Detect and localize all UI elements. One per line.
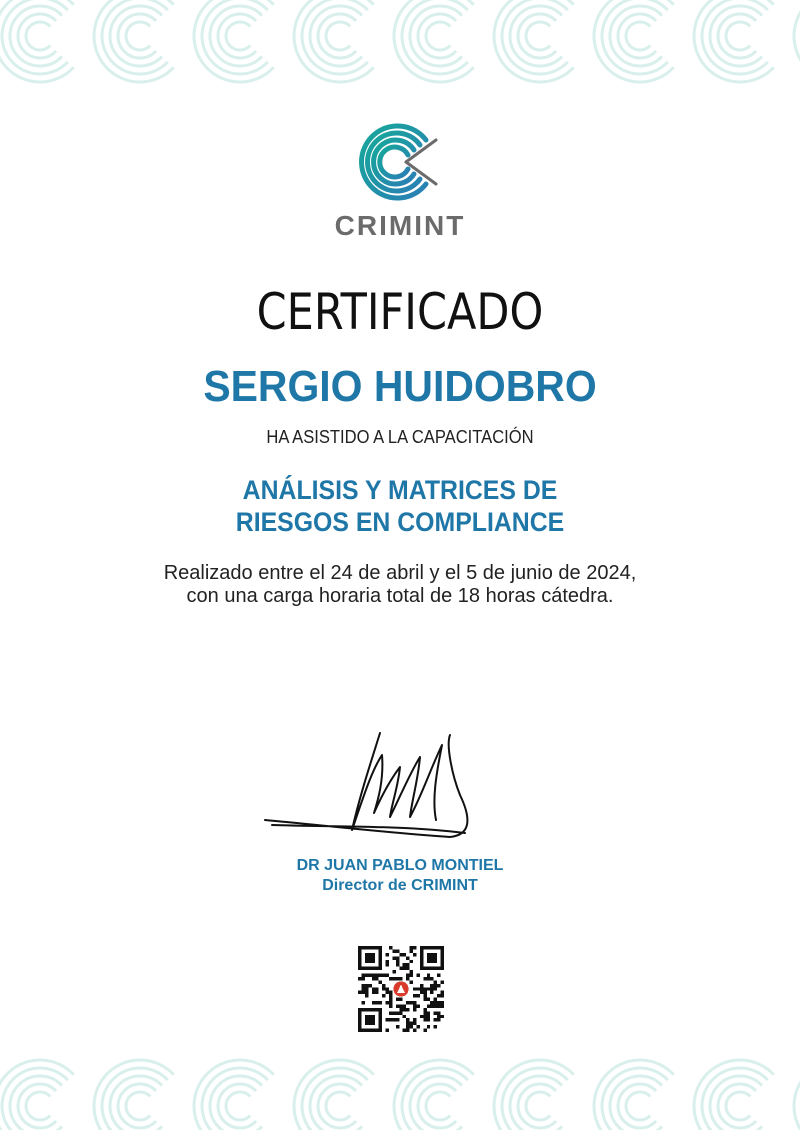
crimint-logo-icon	[358, 120, 442, 204]
qr-code-icon	[358, 946, 444, 1032]
course-details-line-1: Realizado entre el 24 de abril y el 5 de junio de 2024,	[163, 562, 637, 584]
course-details	[0, 562, 800, 608]
course-details-line-2: con una carga horaria total de 18 horas cátedra.	[186, 585, 614, 607]
background-pattern	[0, 0, 800, 84]
course-title-line-1: ANÁLISIS Y MATRICES DE	[242, 475, 558, 505]
course-title	[32, 474, 768, 538]
signatory-block	[0, 856, 800, 896]
top-pattern-band	[0, 0, 800, 84]
recipient-name: SERGIO HUIDOBRO	[203, 362, 597, 411]
logo-text: CRIMINT	[334, 210, 466, 241]
signature	[260, 725, 480, 855]
signatory-role: Director de CRIMINT	[322, 877, 478, 894]
attended-text: HA ASISTIDO A LA CAPACITACIÓN	[266, 427, 534, 447]
bottom-pattern-band	[0, 1056, 800, 1130]
certificate-title: CERTIFICADO	[256, 283, 544, 341]
signatory-name: DR JUAN PABLO MONTIEL	[296, 857, 504, 874]
background-pattern	[0, 1056, 800, 1130]
course-title-line-2: RIESGOS EN COMPLIANCE	[235, 507, 565, 537]
logo	[0, 120, 800, 242]
